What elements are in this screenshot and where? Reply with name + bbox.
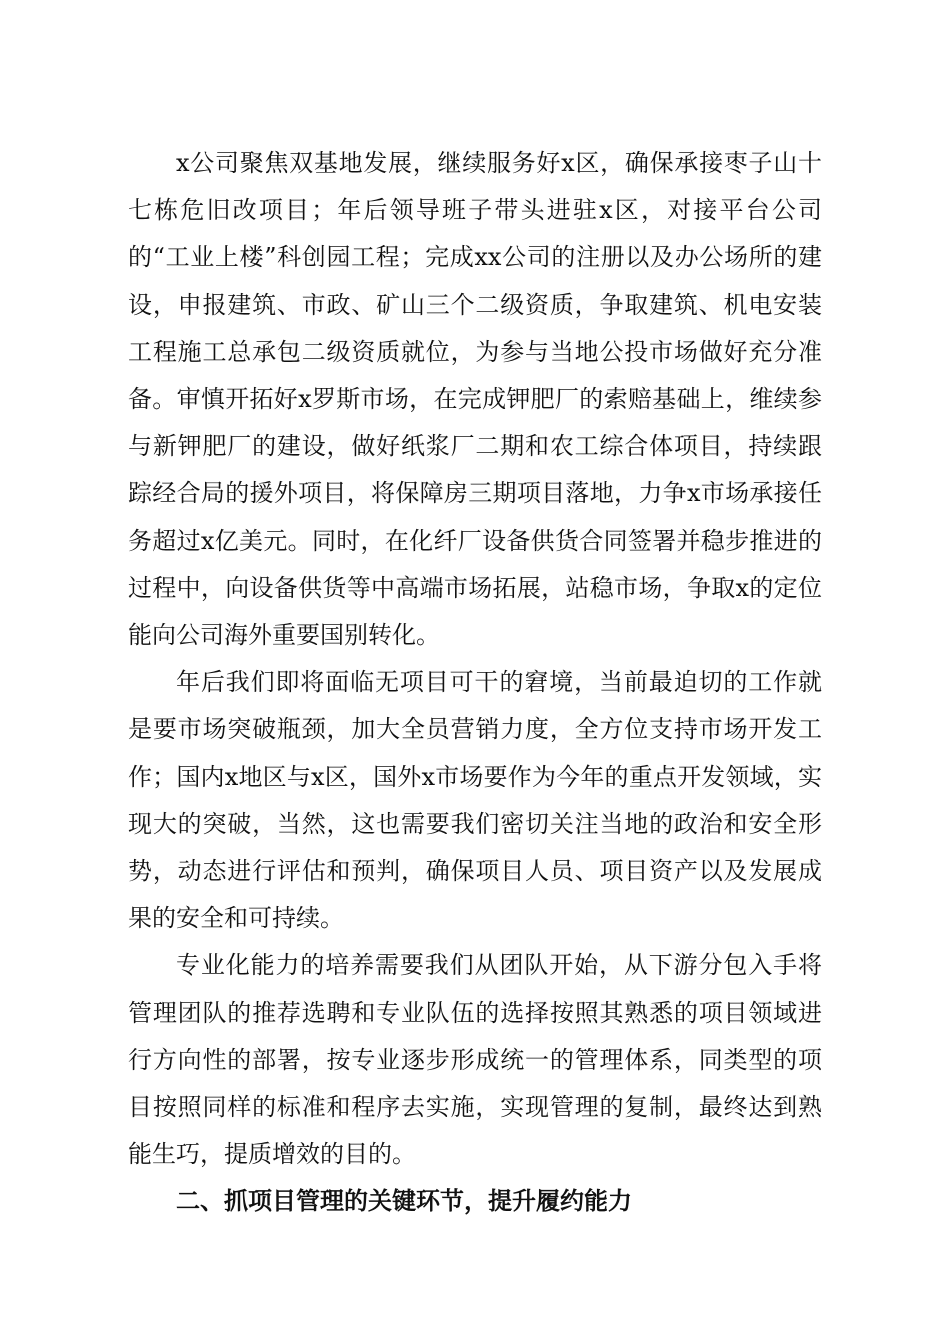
paragraph-professional-capability: 专业化能力的培养需要我们从团队开始，从下游分包入手将管理团队的推荐选聘和专业队伍的选择按照其熟悉的项目领域进行方向性的部署，按专业逐步形成统一的管理体系，同类型的项目按照同样的标准和程序去实施，实现管理的复制，最终达到熟能生巧，提质增效的目的。 [128,951,822,1169]
document-body [128,140,822,1226]
paragraph-market-development: x公司聚焦双基地发展，继续服务好x区，确保承接枣子山十七栋危旧改项目；年后领导班子带头进驻x区，对接平台公司的“工业上楼”科创园工程；完成xx公司的注册以及办公场所的建设，申报建筑、市政、矿山三个二级资质，争取建筑、机电安装工程施工总承包二级资质就位，为参与当地公投市场做好充分准备。审慎开拓好x罗斯市场，在完成钾肥厂的索赔基础上，维续参与新钾肥厂的建设，做好纸浆厂二期和农工综合体项目，持续跟踪经合局的援外项目，将保障房三期项目落地，力争x市场承接任务超过x亿美元。同时，在化纤厂设备供货合同签署并稳步推进的过程中，向设备供货等中高端市场拓展，站稳市场，争取x的定位能向公司海外重要国别转化。 [128,149,822,650]
section-heading: 二、抓项目管理的关键环节，提升履约能力 [176,1187,632,1216]
paragraph-market-breakthrough: 年后我们即将面临无项目可干的窘境，当前最迫切的工作就是要市场突破瓶颈，加大全员营销力度，全方位支持市场开发工作；国内x地区与x区，国外x市场要作为今年的重点开发领域，实现大的突破，当然，这也需要我们密切关注当地的政治和安全形势，动态进行评估和预判，确保项目人员、项目资产以及发展成果的安全和可持续。 [128,668,822,933]
